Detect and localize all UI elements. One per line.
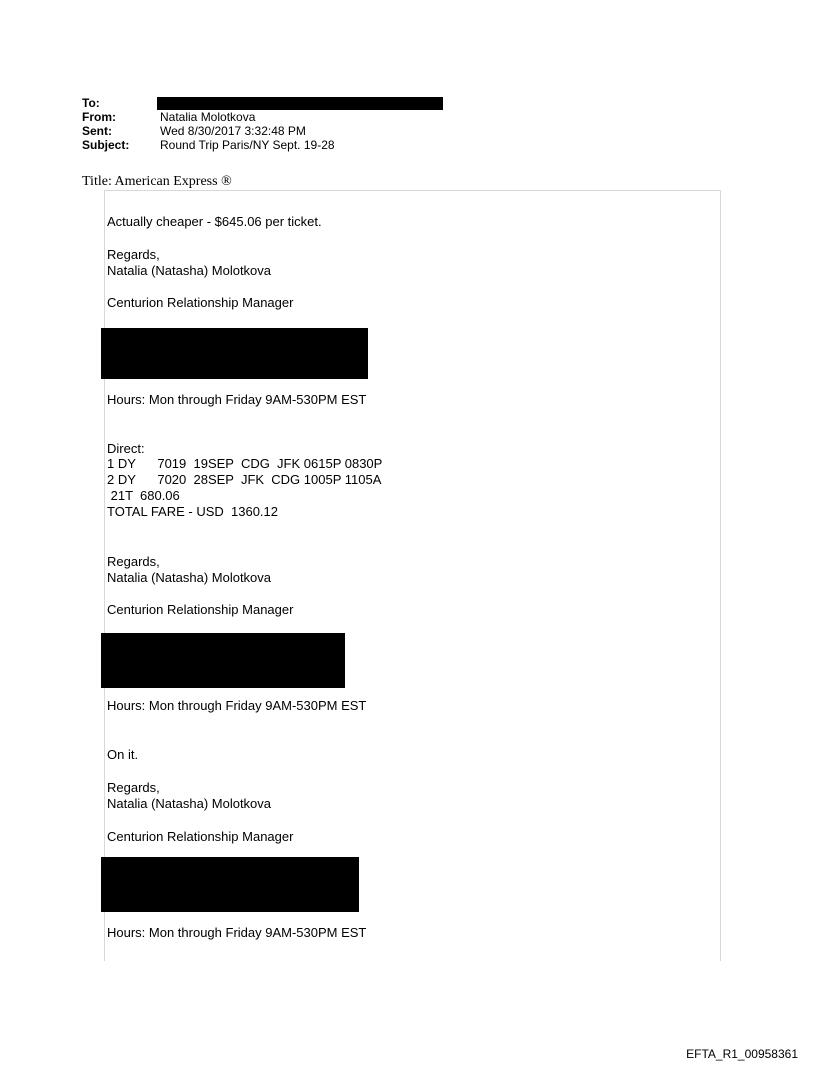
itinerary-fare: 21T 680.06 (107, 488, 180, 503)
document-id: EFTA_R1_00958361 (686, 1047, 798, 1061)
sender-name: Natalia (Natasha) Molotkova (107, 796, 272, 811)
to-label: To: (82, 96, 100, 110)
sender-role: Centurion Relationship Manager (107, 829, 294, 844)
sent-value: Wed 8/30/2017 3:32:48 PM (160, 124, 306, 138)
subject-value: Round Trip Paris/NY Sept. 19-28 (160, 138, 335, 152)
redaction-block (101, 328, 368, 379)
subject-row (82, 138, 335, 152)
message-text: Actually cheaper - $645.06 per ticket. (107, 214, 322, 229)
itinerary-line-1: 1 DY 7019 19SEP CDG JFK 0615P 0830P (107, 456, 383, 471)
sender-role: Centurion Relationship Manager (107, 602, 294, 617)
redaction-block (101, 857, 359, 912)
from-row (82, 110, 335, 124)
sent-row (82, 124, 335, 138)
itinerary-direct: Direct: (107, 441, 145, 456)
email-title: Title: American Express ® (82, 174, 232, 189)
from-label: From: (82, 110, 116, 124)
hours-text: Hours: Mon through Friday 9AM-530PM EST (107, 925, 367, 940)
regards-text: Regards, (107, 780, 160, 795)
sent-label: Sent: (82, 124, 112, 138)
sender-name: Natalia (Natasha) Molotkova (107, 263, 272, 278)
sender-role: Centurion Relationship Manager (107, 295, 294, 310)
itinerary-total: TOTAL FARE - USD 1360.12 (107, 504, 278, 519)
itinerary-line-2: 2 DY 7020 28SEP JFK CDG 1005P 1105A (107, 472, 382, 487)
subject-label: Subject: (82, 138, 130, 152)
from-value: Natalia Molotkova (160, 110, 256, 124)
hours-text: Hours: Mon through Friday 9AM-530PM EST (107, 698, 367, 713)
hours-text: Hours: Mon through Friday 9AM-530PM EST (107, 392, 367, 407)
regards-text: Regards, (107, 247, 160, 262)
redaction-block (101, 633, 345, 688)
message-text: On it. (107, 747, 139, 762)
sender-name: Natalia (Natasha) Molotkova (107, 570, 272, 585)
regards-text: Regards, (107, 554, 160, 569)
redaction-to (157, 97, 443, 110)
